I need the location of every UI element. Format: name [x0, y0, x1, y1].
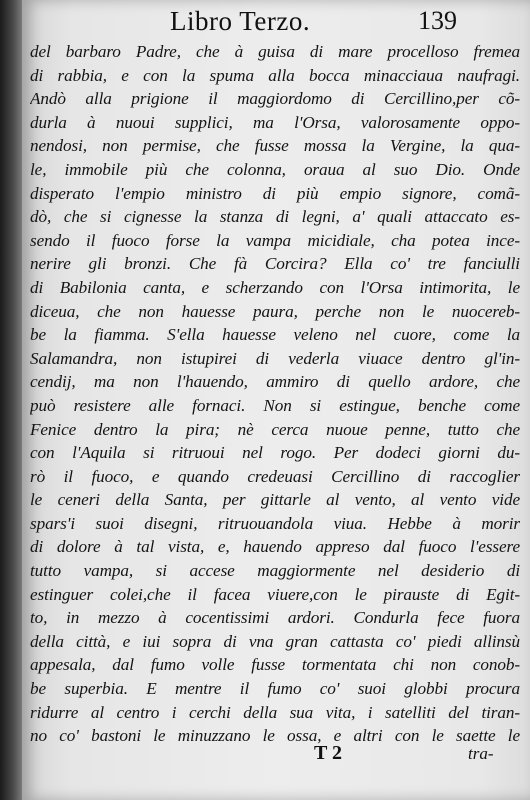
body-text	[30, 40, 520, 748]
text-line: Salamandra, non istupirei di vederla viuace dentro gl'in-	[30, 348, 520, 368]
book-page	[22, 0, 530, 800]
text-line: cendij, ma non l'hauendo, ammiro di quello ardore, che	[30, 372, 520, 392]
text-line: no co' bastoni le minuzzano le ossa, e altri con le saette le	[30, 726, 520, 746]
text-line: durla à nuoui supplici, ma l'Orsa, valorosamente oppo-	[30, 112, 520, 132]
text-line: di rabbia, e con la spuma alla bocca minacciaua naufragi.	[30, 65, 520, 85]
text-line: disperato l'empio ministro di più empio signore, comã-	[30, 183, 520, 203]
text-line: ridurre al centro i cerchi della sua vita, i satelliti del tiran-	[30, 702, 520, 722]
text-line: be la fiamma. S'ella hauesse veleno nel cuore, come la	[30, 325, 520, 345]
text-line: della città, e iui sopra di vna gran cattasta co' piedi allinsù	[30, 631, 520, 651]
book-gutter	[0, 0, 22, 800]
text-line: rò il fuoco, e quando credeuasi Cercillino di raccoglier	[30, 466, 520, 486]
signature-mark: T 2	[314, 742, 342, 764]
text-line: del barbaro Padre, che à guisa di mare procelloso fremea	[30, 42, 520, 61]
text-line: di dolore à tal vista, e, hauendo appreso dal fuoco l'essere	[30, 537, 520, 557]
text-line: sendo il fuoco forse la vampa micidiale, cha potea ince-	[30, 230, 520, 250]
text-line: Andò alla prigione il maggiordomo di Cercillino,per cõ-	[30, 89, 520, 109]
text-line: to, in mezzo à cocentissimi ardori. Condurla fece fuora	[30, 608, 520, 628]
page-number: 139	[418, 6, 457, 35]
text-line: estinguer colei,che il facea viuere,con le pirauste di Egit-	[30, 584, 520, 604]
text-line: le ceneri della Santa, per gittarle al vento, al vento vide	[30, 490, 520, 510]
catchword: tra-	[468, 744, 494, 763]
text-line: diceua, che non hauesse paura, perche non le nuocereb-	[30, 301, 520, 321]
text-line: di Babilonia canta, e scherzando con l'Orsa intimorita, le	[30, 277, 520, 297]
text-line: nerire gli bronzi. Che fà Corcira? Ella co' tre fanciulli	[30, 254, 520, 274]
text-line: spars'i suoi disegni, ritruouandola viua. Hebbe à morir	[30, 513, 520, 533]
page-footer	[22, 742, 530, 772]
text-line: dò, che si cignesse la stanza di legni, a' quali attaccato es-	[30, 207, 520, 227]
text-line: nendosi, non permise, che fusse mossa la Vergine, la qua-	[30, 136, 520, 156]
text-line: appesala, dal fumo volle fusse tormentata chi non conob-	[30, 655, 520, 675]
text-line: be superbia. E mentre il fumo co' suoi globbi procura	[30, 679, 520, 699]
text-line: Fenice dentro la pira; nè cerca nuoue penne, tutto che	[30, 419, 520, 439]
text-line: le, immobile più che colonna, oraua al suo Dio. Onde	[30, 159, 520, 179]
text-line: con l'Aquila si ritruoui nel rogo. Per dodeci giorni du-	[30, 443, 520, 463]
running-title: Libro Terzo.	[170, 6, 311, 36]
text-line: può resistere alle fornaci. Non si estingue, benche come	[30, 395, 520, 415]
text-line: tutto vampa, si accese maggiormente nel desiderio di	[30, 561, 520, 581]
page-header	[22, 6, 530, 40]
